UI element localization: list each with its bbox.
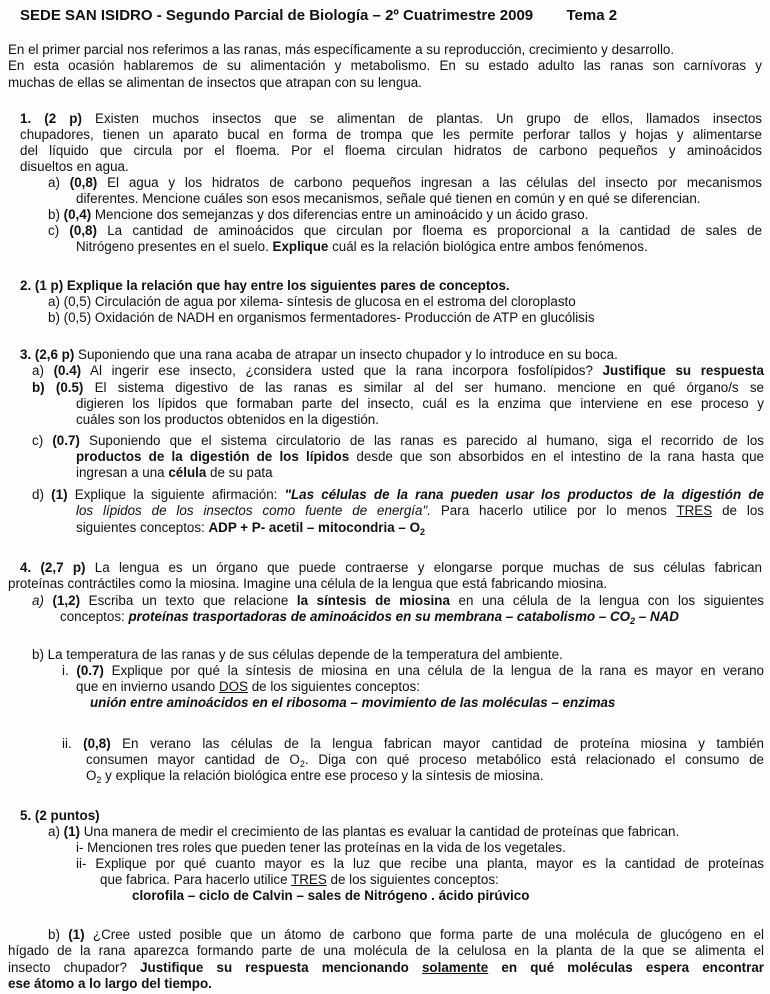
text-segment: 5. (2 puntos) — [20, 808, 100, 823]
text-segment: disueltos en agua. — [20, 159, 129, 174]
text-segment: siguientes conceptos: — [76, 520, 209, 535]
text-segment: de los siguientes conceptos: — [247, 679, 420, 694]
text-segment: 2 — [96, 775, 102, 785]
text-line — [48, 310, 595, 326]
text-line — [20, 560, 762, 576]
text-line — [76, 239, 648, 255]
text-line — [62, 736, 764, 752]
text-line — [76, 503, 764, 519]
text-line — [32, 380, 764, 396]
text-line — [20, 347, 618, 363]
text-segment: b) (0,5) Oxidación de NADH en organismos fermentadores- Producción de ATP en glucólisis — [48, 310, 595, 325]
text-segment: (1,2) — [52, 593, 81, 608]
text-segment: Justifique su respuesta — [602, 363, 764, 378]
text-segment: a) (0,5) Circulación de agua por xilema- síntesis de glucosa en el estroma del cloroplasto — [48, 294, 576, 309]
text-segment — [44, 593, 53, 608]
text-segment: b) (0.5) — [32, 380, 84, 395]
text-line — [76, 396, 764, 412]
text-segment: Justifique su respuesta mencionando — [140, 960, 422, 975]
text-segment: a) — [32, 593, 44, 608]
text-segment: b) — [48, 207, 64, 222]
text-line — [8, 58, 762, 74]
text-segment: El agua y los hidratos de carbono pequeños ingresan a las células del insecto por mecanismos — [97, 175, 762, 190]
text-segment: de su pata — [206, 465, 273, 480]
text-segment: "Las células de la rana pueden usar los productos de la digestión de — [284, 487, 764, 502]
text-line — [86, 768, 544, 788]
text-segment: productos de la digestión de los lípidos — [76, 449, 350, 464]
text-segment: c) — [32, 433, 53, 448]
text-segment: Escriba un texto que relacione — [80, 593, 297, 608]
text-line — [48, 927, 764, 943]
text-segment: La cantidad de aminoácidos que circulan por floema es proporcional a la cantidad de sales de — [96, 223, 763, 238]
text-segment: de los siguientes conceptos: — [326, 872, 499, 887]
text-segment: ii. — [62, 736, 84, 751]
text-line — [48, 223, 762, 239]
text-segment: 2 — [299, 759, 305, 769]
text-line — [20, 111, 762, 127]
text-line — [8, 960, 764, 976]
text-segment: 2 — [630, 616, 636, 626]
text-line — [100, 872, 499, 888]
text-segment: Suponiendo que una rana acaba de atrapar un insecto chupador y lo introduce en su boca. — [74, 347, 618, 362]
text-segment: célula — [168, 465, 207, 480]
text-line — [8, 576, 607, 592]
text-segment: proteínas contráctiles como la miosina. Imagine una célula de la lengua que está fabricando miosina. — [8, 576, 608, 591]
text-segment: b) — [48, 927, 69, 942]
text-segment: ingresan a una — [76, 465, 169, 480]
text-line — [62, 663, 764, 679]
text-line — [8, 42, 674, 58]
text-segment: TRES — [676, 503, 713, 518]
text-line — [48, 175, 762, 191]
text-line — [76, 520, 425, 540]
text-segment: Mencione dos semejanzas y dos diferencias entre un aminoácido y un ácido graso. — [91, 207, 589, 222]
text-segment: que en invierno usando — [76, 679, 219, 694]
text-segment: En verano las células de la lengua fabrican mayor cantidad de proteína miosina y también — [110, 736, 764, 751]
text-segment: y explique la relación biológica entre ese proceso y la síntesis de miosina. — [101, 768, 544, 783]
text-segment: (0,4) — [63, 207, 92, 222]
text-line — [32, 487, 764, 503]
text-segment: Existen muchos insectos que se alimentan de plantas. Un grupo de ellos, llamados insectos — [81, 111, 762, 126]
text-segment: clorofila – ciclo de Calvin – sales de Nitrógeno . ácido pirúvico — [132, 888, 530, 903]
text-segment: O — [86, 768, 97, 783]
text-segment: . Diga con qué proceso metabólico está relacionado el consumo de — [304, 752, 764, 767]
text-segment: Para hacerlo utilice por lo menos — [430, 503, 677, 518]
text-segment: del líquido que circula por el floema. Por el floema circulan hidratos de carbono pequeños y aminoácidos — [20, 143, 762, 158]
text-segment: consumen mayor cantidad de O — [86, 752, 300, 767]
text-segment: Al ingerir ese insecto, ¿considera usted que la rana incorpora fosfolípidos? — [81, 363, 603, 378]
text-segment: ¿Cree usted posible que un átomo de carbono que forma parte de una molécula de glucógeno en el — [84, 927, 764, 942]
text-segment: a) — [32, 363, 54, 378]
text-segment: unión entre aminoácidos en el ribosoma – movimiento de las moléculas – enzimas — [90, 695, 616, 710]
text-line — [8, 976, 212, 992]
text-segment: 3. (2,6 p) — [20, 347, 75, 362]
text-segment: (1) — [63, 824, 81, 839]
text-line — [76, 412, 379, 428]
text-segment: (0.7) — [52, 433, 80, 448]
text-line — [48, 294, 576, 310]
text-line — [76, 449, 764, 465]
text-segment: a) — [48, 175, 70, 190]
text-line — [132, 888, 529, 904]
text-segment: (0.7) — [76, 663, 104, 678]
text-segment: b) La temperatura de las ranas y de sus células depende de la temperatura del ambiente. — [32, 647, 563, 662]
text-segment: 4. (2,7 p) — [20, 560, 86, 575]
text-segment: en una célula de la lengua con los siguientes — [449, 593, 764, 608]
text-line — [48, 824, 679, 840]
text-line — [60, 609, 679, 629]
text-segment: cuáles son los productos obtenidos en la digestión. — [76, 412, 379, 427]
text-line — [48, 207, 588, 223]
text-line — [76, 856, 764, 872]
text-line — [20, 127, 762, 143]
text-segment: diferentes. Mencione cuáles son esos mecanismos, señale qué tienen en común y en qué se diferencian. — [76, 191, 701, 206]
text-segment: (0,8) — [69, 175, 98, 190]
text-segment: – NAD — [635, 609, 679, 624]
text-segment: Tema 2 — [533, 7, 618, 24]
text-segment: hígado de la rana aparezca formando parte de una molécula de la celulosa en la planta de la que se alimenta el — [8, 943, 764, 958]
text-segment: insecto chupador? — [8, 960, 141, 975]
text-line — [32, 593, 764, 609]
text-segment: Explique por qué la síntesis de miosina en una célula de la lengua de la rana es mayor en verano — [103, 663, 765, 678]
text-segment: TRES — [291, 872, 327, 887]
text-segment: i. — [62, 663, 77, 678]
text-segment: La lengua es un órgano que puede contraerse y elongarse porque muchas de sus células fabrican — [85, 560, 762, 575]
text-segment: ese átomo a lo largo del tiempo. — [8, 976, 212, 991]
text-segment: En esta ocasión hablaremos de su alimentación y metabolismo. En su estado adulto las ranas son carnívoras y — [8, 58, 762, 73]
text-segment: la síntesis de miosina — [296, 593, 450, 608]
text-segment: 1. (2 p) — [20, 111, 82, 126]
text-line — [20, 143, 762, 159]
text-line — [76, 191, 701, 207]
text-segment: ADP + P- acetil – mitocondria – O — [208, 520, 420, 535]
text-segment: DOS — [218, 679, 248, 694]
text-line — [20, 808, 100, 824]
text-line — [76, 840, 566, 856]
text-line — [20, 159, 129, 175]
text-line — [32, 647, 563, 663]
text-line — [90, 695, 615, 711]
text-segment: 2. (1 p) Explique la relación que hay entre los siguientes pares de conceptos. — [20, 278, 510, 293]
text-segment: Explique — [272, 239, 329, 254]
text-segment: (0.4) — [53, 363, 82, 378]
text-line — [76, 465, 273, 481]
text-segment: c) — [48, 223, 70, 238]
text-line — [32, 433, 764, 449]
text-segment: El sistema digestivo de las ranas es similar al del ser humano. mencione en qué órgano/s se — [83, 380, 764, 395]
text-line — [8, 943, 764, 959]
text-line — [20, 278, 510, 294]
text-segment: 2 — [419, 527, 425, 537]
text-segment: muchas de ellas se alimentan de insectos que atrapan con su lengua. — [8, 75, 422, 90]
text-segment: en qué moléculas espera encontrar — [488, 960, 764, 975]
text-segment: proteínas trasportadoras de aminoácidos en su membrana – catabolismo – CO — [128, 609, 631, 624]
text-segment: digieren los lípidos que formaban parte del insecto, cuál es la enzima que interviene en ese proceso y — [76, 396, 764, 411]
text-segment: (0,8) — [83, 736, 111, 751]
text-segment: solamente — [421, 960, 489, 975]
text-segment: que fabrica. Para hacerlo utilice — [100, 872, 292, 887]
text-segment: En el primer parcial nos referimos a las ranas, más específicamente a su reproducción, crecimiento y desarrollo. — [8, 42, 675, 57]
text-segment: desde que son absorbidos en el intestino de la rana hasta que — [349, 449, 764, 464]
text-segment: los lípidos de los insectos como fuente de energía". — [76, 503, 431, 518]
text-segment: Una manera de medir el crecimiento de las plantas es evaluar la cantidad de proteínas que fabrican. — [80, 824, 680, 839]
text-line — [32, 363, 764, 379]
text-segment: conceptos: — [60, 609, 129, 624]
text-segment: (0,8) — [69, 223, 97, 238]
text-segment: i- Mencionen tres roles que pueden tener las proteínas en la vida de los vegetales. — [76, 840, 566, 855]
text-segment: (1) — [51, 487, 68, 502]
text-line — [76, 679, 420, 695]
text-segment: (1) — [68, 927, 85, 942]
text-segment: SEDE SAN ISIDRO - Segundo Parcial de Biología – 2º Cuatrimestre 2009 — [20, 7, 534, 24]
text-segment: a) — [48, 824, 64, 839]
text-segment: cuál es la relación biológica entre ambos fenómenos. — [328, 239, 648, 254]
text-segment: chupadores, tienen un aparato bucal en forma de trompa que les permite perforar tallos y hojas y alimentarse — [20, 127, 762, 142]
text-segment: d) — [32, 487, 52, 502]
text-segment: Suponiendo que el sistema circulatorio de las ranas es parecido al humano, siga el recorrido de los — [79, 433, 764, 448]
text-line — [8, 75, 422, 91]
text-segment: ii- Explique por qué cuanto mayor es la luz que recibe una planta, mayor es la cantidad de proteínas — [76, 856, 764, 871]
text-segment: de los — [712, 503, 764, 518]
exam-header — [20, 8, 617, 24]
text-segment: Explique la siguiente afirmación: — [67, 487, 285, 502]
text-segment: Nitrógeno presentes en el suelo. — [76, 239, 273, 254]
